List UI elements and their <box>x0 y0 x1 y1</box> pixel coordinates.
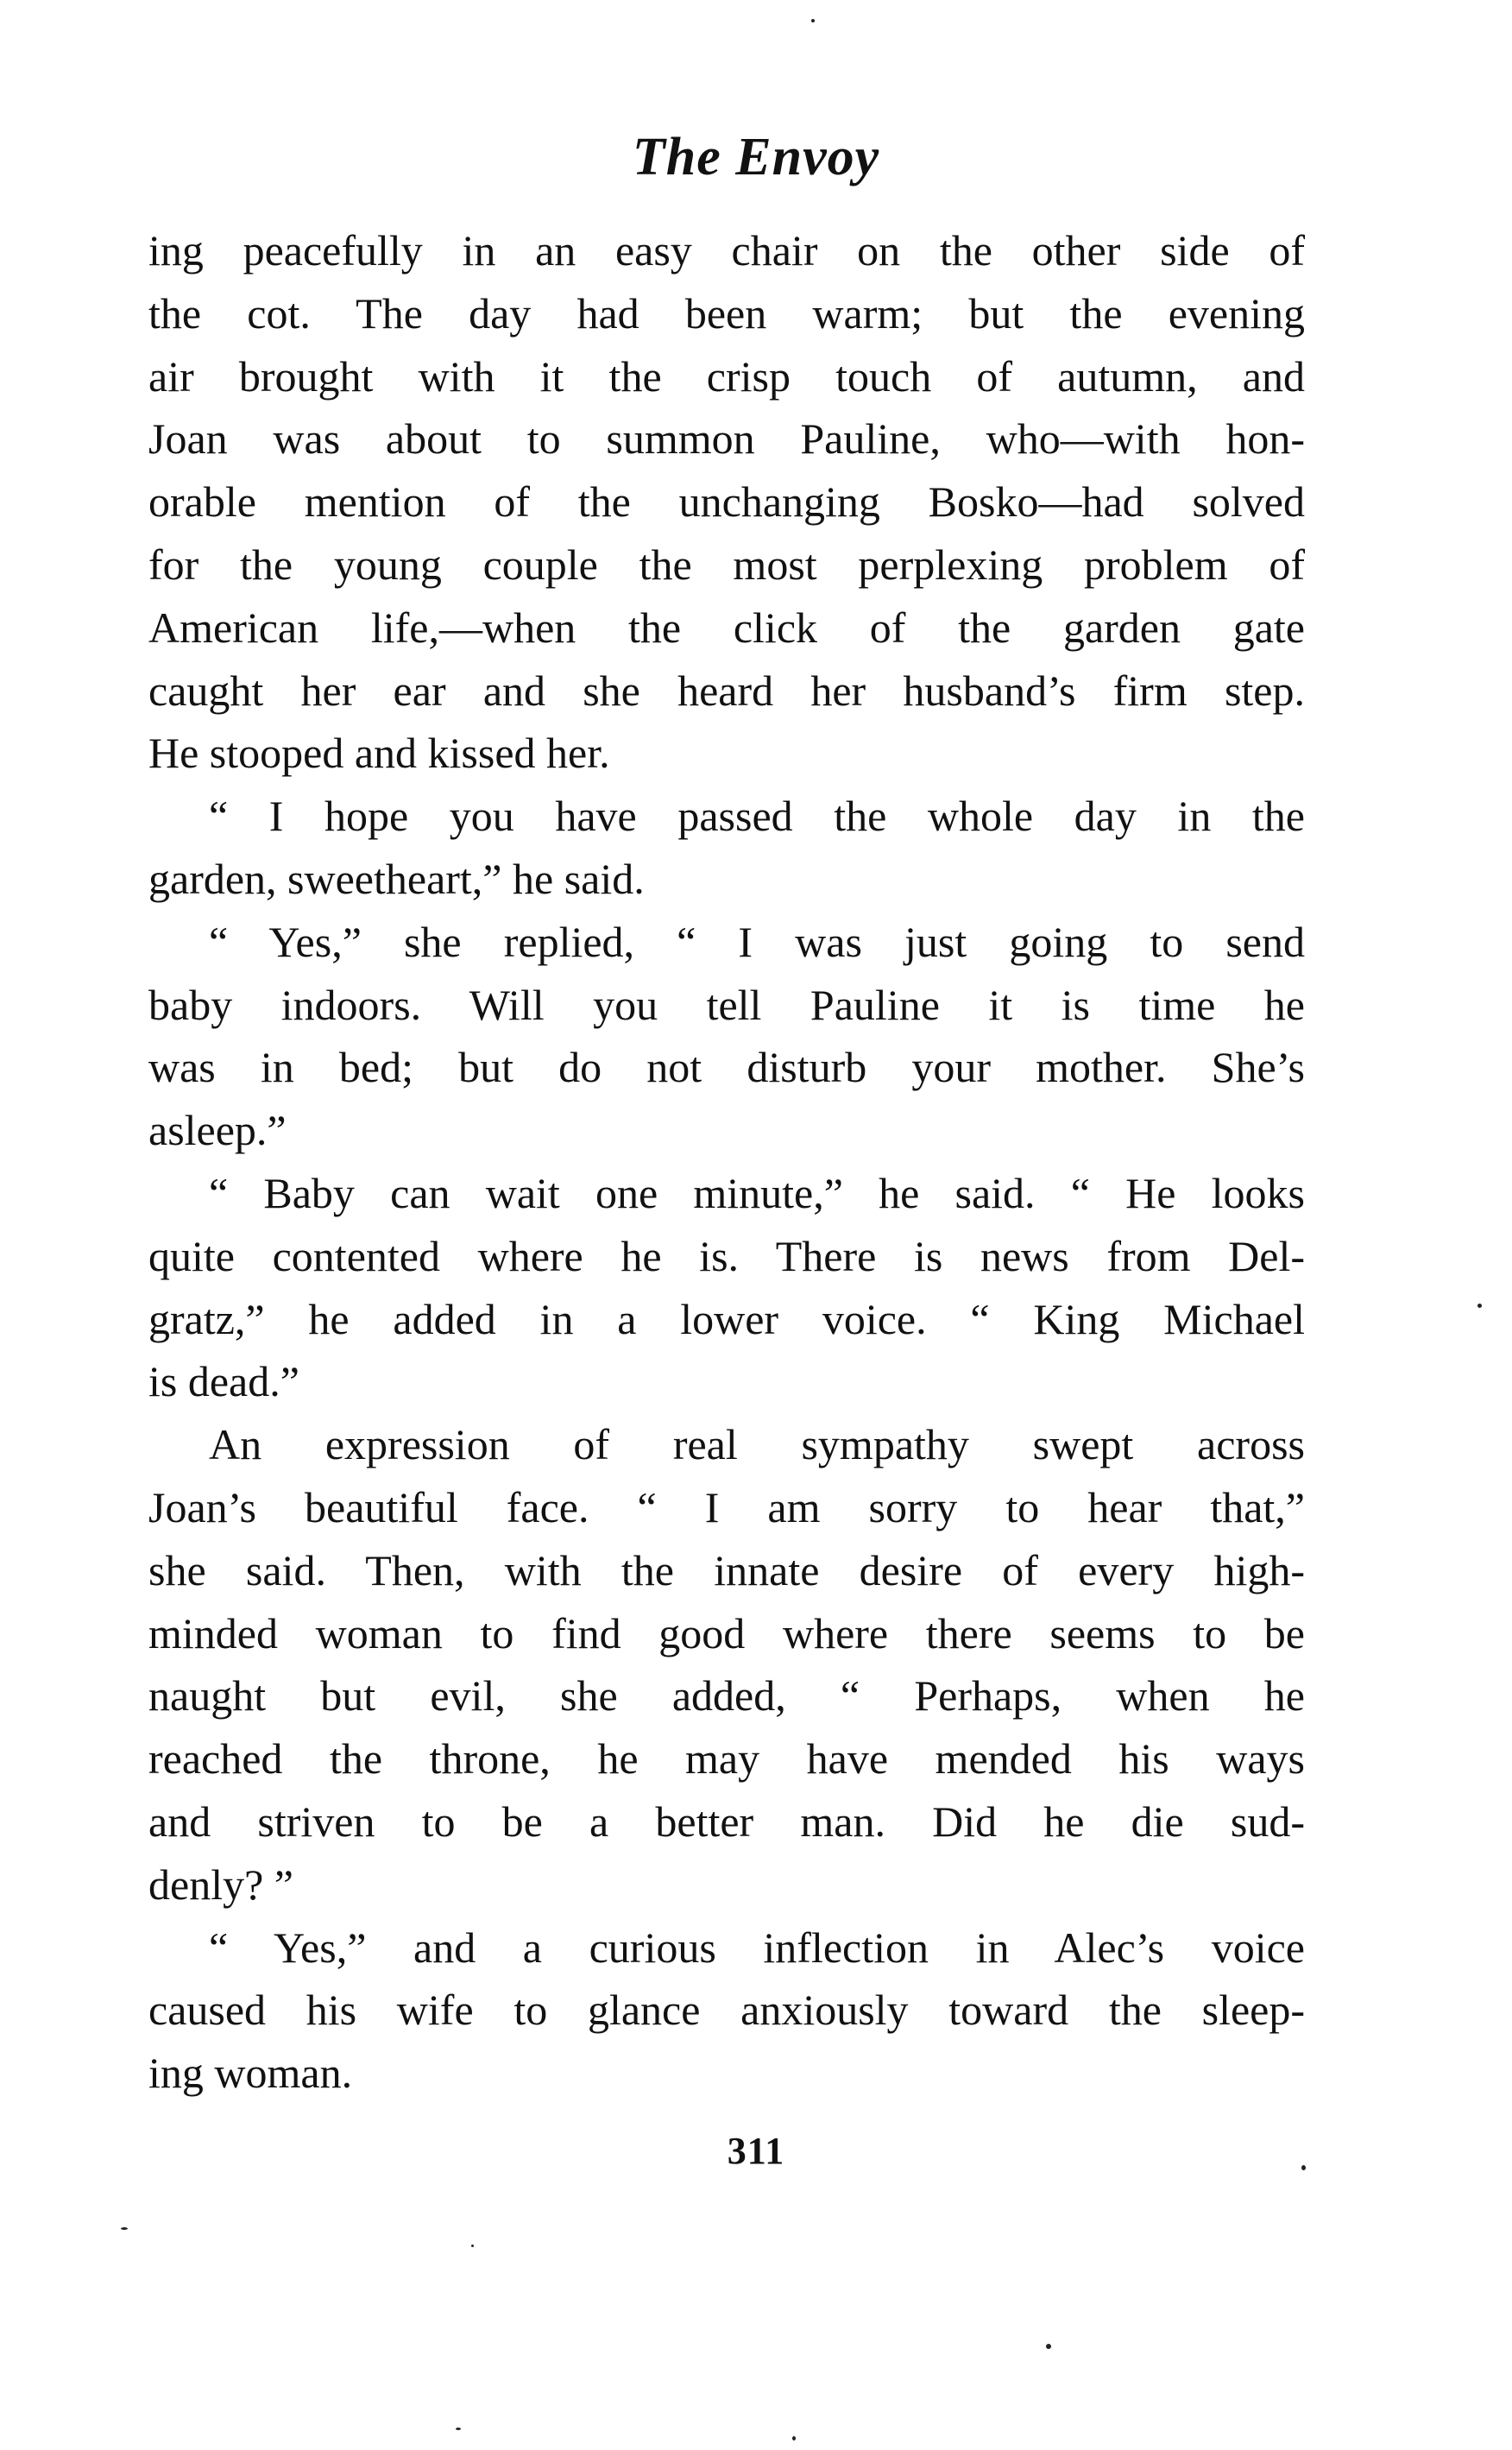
text-line: “ I hope you have passed the whole day in the <box>209 792 1305 841</box>
scan-speck <box>792 2436 796 2441</box>
text-line: the cot. The day had been warm; but the evening <box>148 288 1305 338</box>
text-line: baby indoors. Will you tell Pauline it is time he <box>148 980 1305 1029</box>
scan-speck <box>811 19 815 22</box>
text-line: naught but evil, she added, “ Perhaps, when he <box>148 1671 1305 1721</box>
text-line: caught her ear and she heard her husband’s firm step. <box>148 666 1305 715</box>
text-line: American life,—when the click of the garden gate <box>148 603 1305 652</box>
scan-speck <box>121 2227 128 2230</box>
body-text <box>148 219 1305 2105</box>
scan-speck <box>1477 1304 1482 1308</box>
text-line: An expression of real sympathy swept across <box>209 1420 1305 1469</box>
text-line: Joan was about to summon Pauline, who—with hon- <box>148 414 1305 464</box>
text-line: ing peacefully in an easy chair on the other side of <box>148 226 1305 275</box>
text-line: He stooped and kissed her. <box>148 729 610 778</box>
scan-speck <box>456 2428 461 2430</box>
text-line: caused his wife to glance anxiously toward the sleep- <box>148 1986 1305 2035</box>
text-line: asleep.” <box>148 1106 287 1155</box>
scan-speck <box>1301 2165 1306 2170</box>
text-line: garden, sweetheart,” he said. <box>148 854 645 903</box>
text-line: and striven to be a better man. Did he die sud- <box>148 1796 1305 1846</box>
text-line: reached the throne, he may have mended his ways <box>148 1734 1305 1784</box>
running-head: The Envoy <box>632 128 880 186</box>
text-line: “ Yes,” and a curious inflection in Alec’s voice <box>209 1923 1305 1972</box>
page-number: 311 <box>727 2130 785 2172</box>
text-line: air brought with it the crisp touch of autumn, and <box>148 351 1305 401</box>
text-line: “ Yes,” she replied, “ I was just going to send <box>209 917 1305 966</box>
text-line: she said. Then, with the innate desire of every high- <box>148 1545 1305 1594</box>
text-line: for the young couple the most perplexing problem of <box>148 540 1305 589</box>
scan-speck <box>1046 2344 1051 2349</box>
text-line: quite contented where he is. There is news from Del- <box>148 1231 1305 1280</box>
text-line: denly? ” <box>148 1860 293 1909</box>
text-line: ing woman. <box>148 2049 353 2098</box>
scan-speck <box>471 2245 474 2247</box>
text-line: is dead.” <box>148 1357 299 1406</box>
text-line: Joan’s beautiful face. “ I am sorry to hear that,” <box>148 1482 1305 1531</box>
text-line: minded woman to find good where there seems to be <box>148 1608 1305 1658</box>
text-line: was in bed; but do not disturb your mother. She’s <box>148 1043 1305 1092</box>
text-line: orable mention of the unchanging Bosko—had solved <box>148 477 1305 527</box>
text-line: “ Baby can wait one minute,” he said. “ He looks <box>209 1168 1305 1217</box>
text-line: gratz,” he added in a lower voice. “ King Michael <box>148 1294 1305 1343</box>
